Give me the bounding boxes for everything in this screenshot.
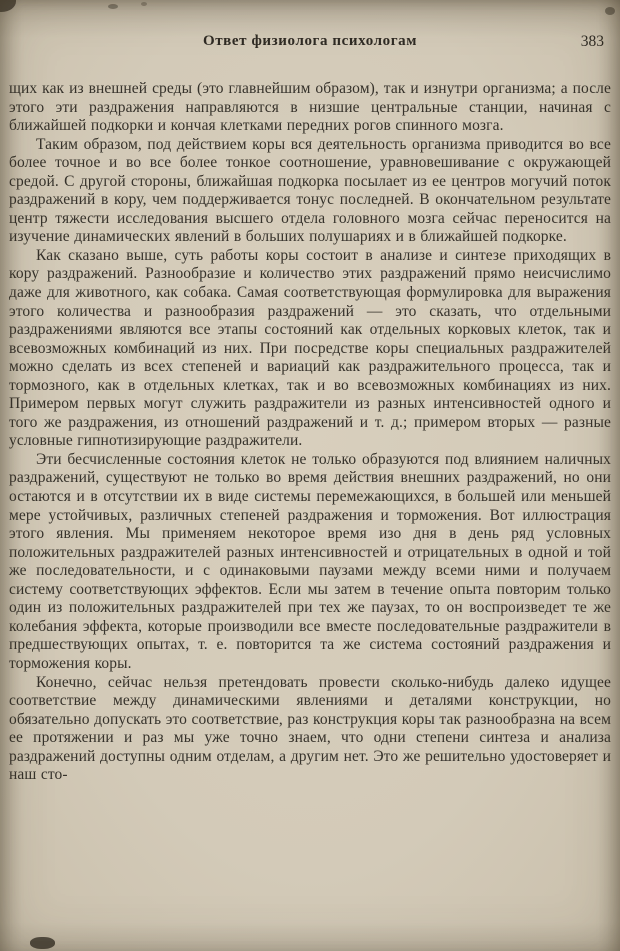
paragraph-1: щих как из внешней среды (это главнейшим образом), так и изнутри организма; а после этого эти раздражения направляются в низшие центральные станции, начиная с ближайшей подкорки и кончая клетками передних рогов спинного мозга. bbox=[9, 80, 611, 135]
paragraph-4: Эти бесчисленные состояния клеток не только образуются под влиянием наличных раздражений, существуют не только во время действия внешних раздражений, но они остаются и в отсутствии их в виде системы перемежающихся, в большей или меньшей мере устойчивых, различных степеней раздражения и торможения. Вот иллюстрация этого явления. Мы применяем некоторое время изо дня в день ряд условных положительных раздражителей разных интенсивностей и отрицательных в одной и той же последовательности, и с одинаковыми паузами между всеми ними и получаем систему соответствующих эффектов. Если мы затем в течение опыта повторим только один из положительных раздражителей при тех же паузах, то он воспроизведет те же колебания эффекта, которые производили все вместе последовательные раздражители в предшествующих опытах, т. е. повторится та же система состояний раздражения и торможения коры. bbox=[9, 450, 611, 672]
page-text bbox=[9, 80, 611, 785]
scan-artifact-top-right bbox=[605, 7, 615, 15]
paragraph-2: Таким образом, под действием коры вся деятельность организма приводится во все более точное и во все более тонкое соотношение, уравновешивание с окружающей средой. С другой стороны, ближайшая подкорка посылает из ее центров могучий поток раздражений в кору, чем поддерживается тонус последней. В окончательном результате центр тяжести исследования высшего отдела головного мозга сейчас переносится на изучение динамических явлений в больших полушариях и в ближайшей подкорке. bbox=[9, 135, 611, 246]
scan-artifact-top-left bbox=[0, 0, 16, 12]
running-head bbox=[0, 33, 620, 55]
running-head-title: Ответ физиолога психологам bbox=[202, 33, 418, 49]
scan-artifact-top-speck bbox=[108, 4, 118, 9]
paragraph-3: Как сказано выше, суть работы коры состоит в анализе и синтезе приходящих в кору раздражений. Разнообразие и количество этих раздражений прямо неисчислимо даже для животного, как собака. Самая соответствующая формулировка для выражения этого количества и разнообразия раздражений — это сказать, что отдельными раздражениями являются все этапы состояний как отдельных корковых клеток, так и всевозможных комбинаций из них. При посредстве коры специальных раздражителей можно сделать из всех степеней и вариаций как раздражительного процесса, так и тормозного, как в отдельных клетках, так и во всевозможных комбинациях из них. Примером первых могут служить раздражители из разных интенсивностей одного и того же раздражения, из отношений раздражений и т. д.; примером вторых — разные условные гипнотизирующие раздражители. bbox=[9, 246, 611, 450]
page-number: 383 bbox=[580, 33, 604, 50]
paragraph-5: Конечно, сейчас нельзя претендовать провести сколько-нибудь далеко идущее соответствие между динамическими явлениями и деталями конструкции, но обязательно допускать это соответствие, раз конструкция коры так разнообразна на всем ее протяжении и раз мы уже точно знаем, что одни степени синтеза и анализа раздражений доступны одним отделам, а другим нет. Это же решительно удостоверяет и наш сто- bbox=[9, 673, 611, 784]
print-signature-mark bbox=[30, 937, 55, 949]
scan-artifact-top-speck-2 bbox=[141, 2, 147, 6]
